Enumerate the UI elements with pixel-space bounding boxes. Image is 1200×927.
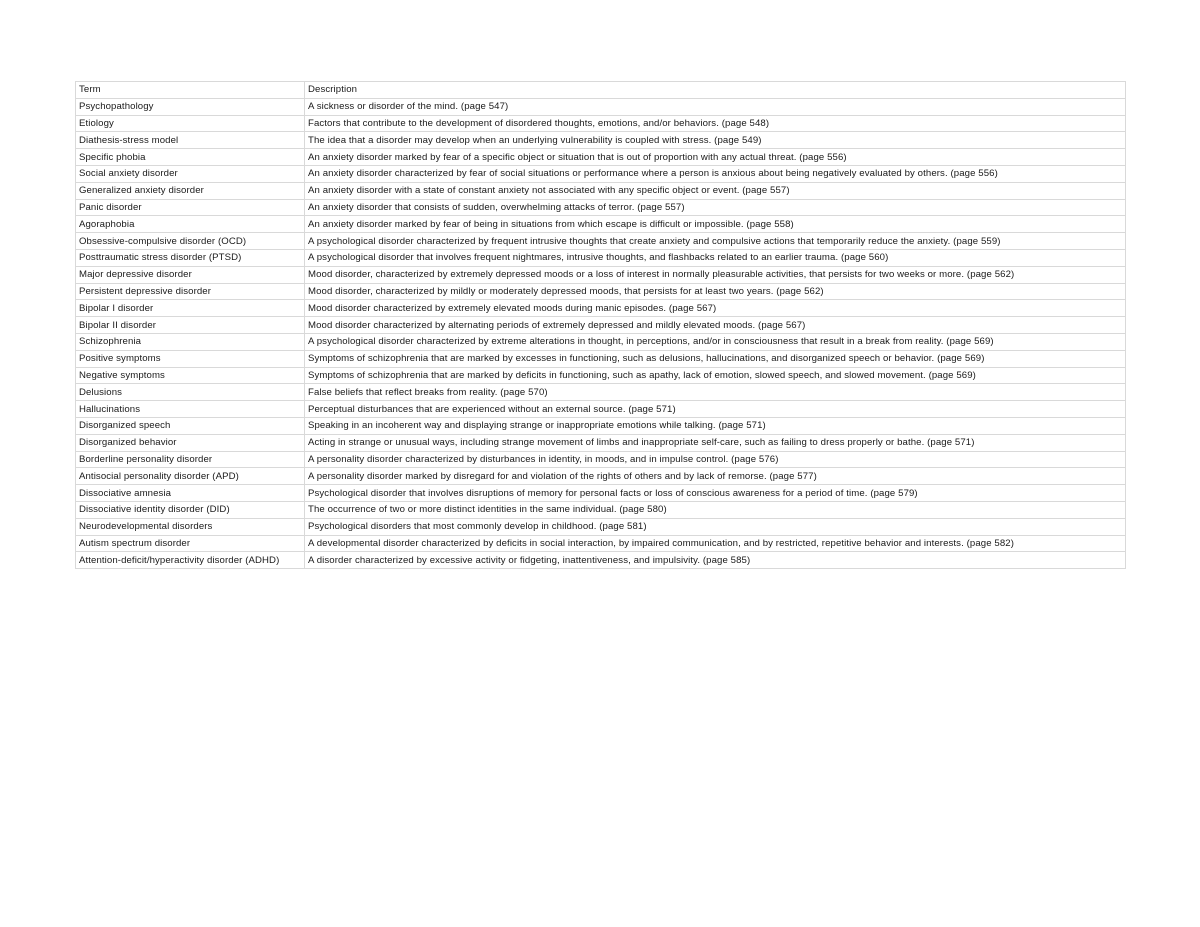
table-row	[76, 333, 1126, 350]
description-cell: False beliefs that reflect breaks from reality. (page 570)	[305, 384, 1126, 401]
description-cell: Perceptual disturbances that are experienced without an external source. (page 571)	[305, 401, 1126, 418]
table-row	[76, 552, 1126, 569]
term-cell: Antisocial personality disorder (APD)	[76, 468, 305, 485]
term-cell: Disorganized behavior	[76, 434, 305, 451]
table-row	[76, 98, 1126, 115]
description-cell: A personality disorder marked by disregard for and violation of the rights of others and by lack of remorse. (page 577)	[305, 468, 1126, 485]
table-row	[76, 468, 1126, 485]
description-cell: An anxiety disorder with a state of constant anxiety not associated with any specific object or event. (page 557)	[305, 182, 1126, 199]
term-cell: Specific phobia	[76, 149, 305, 166]
description-cell: Symptoms of schizophrenia that are marked by excesses in functioning, such as delusions, hallucinations, and disorganized speech or behavior. (page 569)	[305, 350, 1126, 367]
term-cell: Major depressive disorder	[76, 266, 305, 283]
term-cell: Obsessive-compulsive disorder (OCD)	[76, 233, 305, 250]
description-cell: Mood disorder characterized by alternating periods of extremely depressed and mildly elevated moods. (page 567)	[305, 317, 1126, 334]
description-cell: Mood disorder, characterized by mildly or moderately depressed moods, that persists for at least two years. (page 562)	[305, 283, 1126, 300]
term-cell: Negative symptoms	[76, 367, 305, 384]
term-cell: Etiology	[76, 115, 305, 132]
description-cell: Psychological disorder that involves disruptions of memory for personal facts or loss of conscious awareness for a period of time. (page 579)	[305, 485, 1126, 502]
table-row	[76, 182, 1126, 199]
term-cell: Hallucinations	[76, 401, 305, 418]
term-cell: Schizophrenia	[76, 333, 305, 350]
table-row	[76, 317, 1126, 334]
table-row	[76, 451, 1126, 468]
term-cell: Borderline personality disorder	[76, 451, 305, 468]
term-cell: Disorganized speech	[76, 417, 305, 434]
description-cell: An anxiety disorder characterized by fear of social situations or performance where a person is anxious about being negatively evaluated by others. (page 556)	[305, 165, 1126, 182]
table-row	[76, 384, 1126, 401]
header-row	[76, 82, 1126, 99]
table-row	[76, 417, 1126, 434]
description-cell: Mood disorder characterized by extremely elevated moods during manic episodes. (page 567)	[305, 300, 1126, 317]
table-row	[76, 367, 1126, 384]
table-row	[76, 535, 1126, 552]
term-cell: Diathesis-stress model	[76, 132, 305, 149]
table-row	[76, 115, 1126, 132]
term-cell: Agoraphobia	[76, 216, 305, 233]
description-cell: A sickness or disorder of the mind. (page 547)	[305, 98, 1126, 115]
table-row	[76, 199, 1126, 216]
table-row	[76, 266, 1126, 283]
term-cell: Neurodevelopmental disorders	[76, 518, 305, 535]
term-column-header: Term	[76, 82, 305, 99]
description-cell: Speaking in an incoherent way and displaying strange or inappropriate emotions while talking. (page 571)	[305, 417, 1126, 434]
description-cell: Symptoms of schizophrenia that are marked by deficits in functioning, such as apathy, lack of emotion, slowed speech, and slowed movement. (page 569)	[305, 367, 1126, 384]
description-cell: A developmental disorder characterized by deficits in social interaction, by impaired communication, and by restricted, repetitive behavior and interests. (page 582)	[305, 535, 1126, 552]
table-row	[76, 501, 1126, 518]
term-cell: Persistent depressive disorder	[76, 283, 305, 300]
description-cell: Mood disorder, characterized by extremely depressed moods or a loss of interest in normally pleasurable activities, that persists for two weeks or more. (page 562)	[305, 266, 1126, 283]
description-cell: The occurrence of two or more distinct identities in the same individual. (page 580)	[305, 501, 1126, 518]
term-cell: Dissociative identity disorder (DID)	[76, 501, 305, 518]
description-cell: Acting in strange or unusual ways, including strange movement of limbs and inappropriate self-care, such as failing to dress properly or bathe. (page 571)	[305, 434, 1126, 451]
table-row	[76, 300, 1126, 317]
description-cell: Psychological disorders that most commonly develop in childhood. (page 581)	[305, 518, 1126, 535]
table-row	[76, 401, 1126, 418]
table-row	[76, 149, 1126, 166]
description-cell: A psychological disorder characterized by extreme alterations in thought, in perceptions, and/or in consciousness that result in a break from reality. (page 569)	[305, 333, 1126, 350]
description-cell: A psychological disorder characterized by frequent intrusive thoughts that create anxiety and compulsive actions that temporarily reduce the anxiety. (page 559)	[305, 233, 1126, 250]
term-cell: Delusions	[76, 384, 305, 401]
description-column-header: Description	[305, 82, 1126, 99]
term-cell: Panic disorder	[76, 199, 305, 216]
description-cell: An anxiety disorder that consists of sudden, overwhelming attacks of terror. (page 557)	[305, 199, 1126, 216]
table-row	[76, 434, 1126, 451]
table-row	[76, 350, 1126, 367]
table-row	[76, 249, 1126, 266]
table-row	[76, 283, 1126, 300]
term-cell: Attention-deficit/hyperactivity disorder (ADHD)	[76, 552, 305, 569]
term-cell: Bipolar II disorder	[76, 317, 305, 334]
table-row	[76, 165, 1126, 182]
term-cell: Dissociative amnesia	[76, 485, 305, 502]
description-cell: An anxiety disorder marked by fear of a specific object or situation that is out of proportion with any actual threat. (page 556)	[305, 149, 1126, 166]
description-cell: An anxiety disorder marked by fear of being in situations from which escape is difficult or impossible. (page 558)	[305, 216, 1126, 233]
glossary-table	[75, 81, 1126, 569]
term-cell: Positive symptoms	[76, 350, 305, 367]
term-cell: Posttraumatic stress disorder (PTSD)	[76, 249, 305, 266]
table-row	[76, 485, 1126, 502]
table-row	[76, 132, 1126, 149]
term-cell: Generalized anxiety disorder	[76, 182, 305, 199]
term-cell: Social anxiety disorder	[76, 165, 305, 182]
description-cell: The idea that a disorder may develop when an underlying vulnerability is coupled with stress. (page 549)	[305, 132, 1126, 149]
glossary-sheet	[75, 81, 1125, 569]
description-cell: A psychological disorder that involves frequent nightmares, intrusive thoughts, and flashbacks related to an earlier trauma. (page 560)	[305, 249, 1126, 266]
term-cell: Autism spectrum disorder	[76, 535, 305, 552]
description-cell: A disorder characterized by excessive activity or fidgeting, inattentiveness, and impulsivity. (page 585)	[305, 552, 1126, 569]
description-cell: A personality disorder characterized by disturbances in identity, in moods, and in impulse control. (page 576)	[305, 451, 1126, 468]
term-cell: Bipolar I disorder	[76, 300, 305, 317]
term-cell: Psychopathology	[76, 98, 305, 115]
description-cell: Factors that contribute to the development of disordered thoughts, emotions, and/or behaviors. (page 548)	[305, 115, 1126, 132]
glossary-body	[76, 98, 1126, 568]
table-row	[76, 216, 1126, 233]
table-row	[76, 518, 1126, 535]
table-row	[76, 233, 1126, 250]
